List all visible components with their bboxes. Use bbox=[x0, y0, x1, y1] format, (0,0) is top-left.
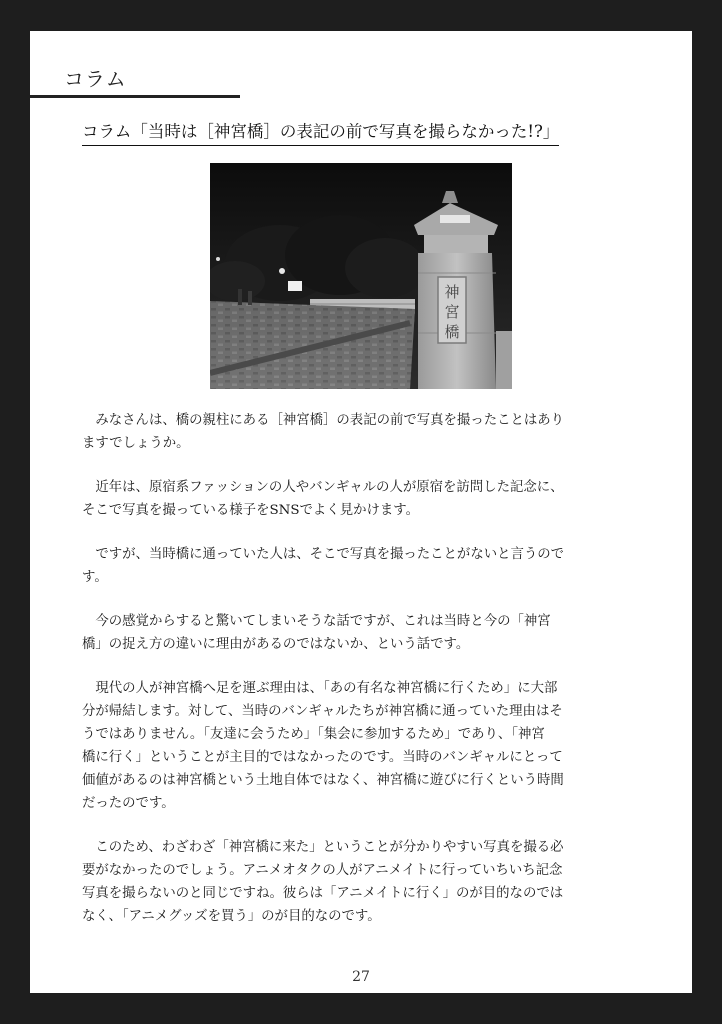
article-title: コラム「当時は［神宮橋］の表記の前で写真を撮らなかった!?」 bbox=[82, 118, 559, 146]
pillar-char-2: 宮 bbox=[444, 303, 460, 321]
pillar-char-3: 橋 bbox=[444, 323, 460, 341]
paragraph: 近年は、原宿系ファッションの人やバンギャルの人が原宿を訪問した記念に、 そこで写真を撮っている様子をSNSでよく見かけます。 bbox=[82, 480, 564, 518]
article-body bbox=[82, 409, 642, 949]
paragraph: このため、わざわざ「神宮橋に来た」ということが分かりやすい写真を撮る必 要がなかったのでしょう。アニメオタクの人がアニメイトに行っていちいち記念 写真を撮らないのと同じですね。彼らは「アニメイトに行く」のが目的なのでは なく、「アニメグッズを買う」のが目的なのです。 bbox=[82, 840, 564, 924]
document-page bbox=[30, 31, 692, 993]
paragraph: ですが、当時橋に通っていた人は、そこで写真を撮ったことがないと言うので す。 bbox=[82, 547, 565, 585]
photo-illustration bbox=[210, 163, 512, 389]
section-divider bbox=[30, 95, 240, 98]
paragraph: 現代の人が神宮橋へ足を運ぶ理由は、「あの有名な神宮橋に行くため」に大部 分が帰結します。対して、当時のバンギャルたちが神宮橋に通っていた理由はそ うではありません。「友達に会うため」「集会に参加するため」であり、「神宮 橋に行く」ということが主目的ではなかったのです。当時のバンギャルにとって 価値があるのは神宮橋という土地自体ではなく、神宮橋に遊びに行くという時間 だったのです。 bbox=[82, 681, 564, 811]
pillar-char-1: 神 bbox=[444, 283, 460, 301]
page-number: 27 bbox=[352, 969, 370, 985]
section-label: コラム bbox=[64, 67, 127, 91]
paragraph: 今の感覚からすると驚いてしまいそうな話ですが、これは当時と今の「神宮 橋」の捉え方の違いに理由があるのではないか、という話です。 bbox=[82, 614, 551, 652]
jingu-bridge-photo bbox=[210, 163, 512, 389]
paragraph: みなさんは、橋の親柱にある［神宮橋］の表記の前で写真を撮ったことはあり ますでしょうか。 bbox=[82, 413, 565, 451]
